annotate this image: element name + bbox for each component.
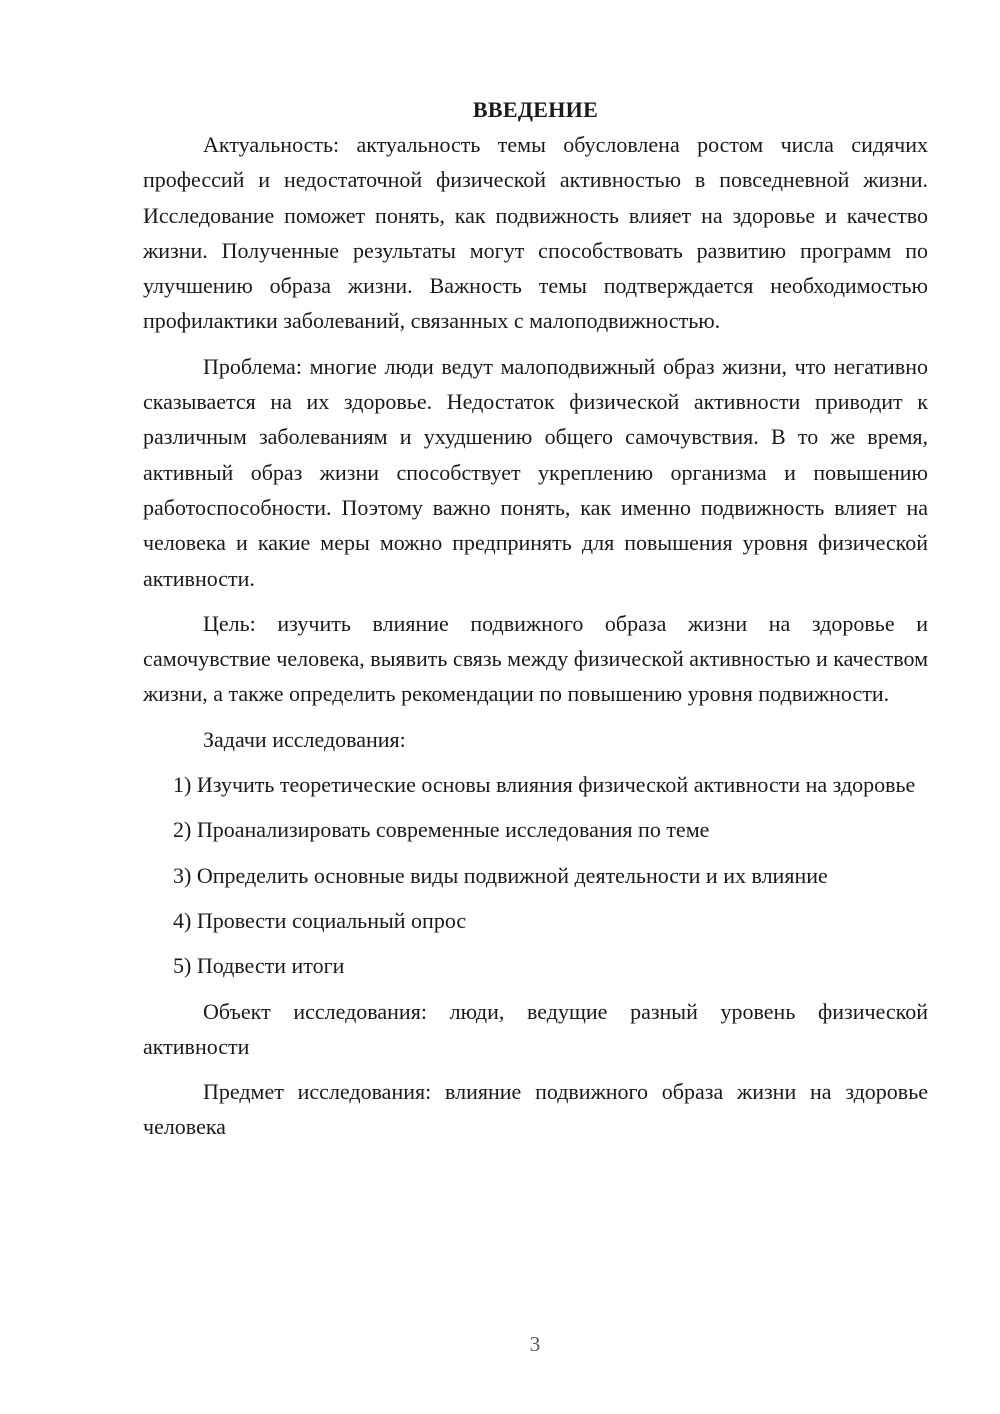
list-item: 3) Определить основные виды подвижной деятельности и их влияние	[173, 862, 828, 888]
paragraph-subject: Предмет исследования: влияние подвижного образа жизни на здоровье человека	[143, 1079, 928, 1140]
list-item: 1) Изучить теоретические основы влияния физической активности на здоровье	[173, 772, 916, 798]
paragraph-goal: Цель: изучить влияние подвижного образа жизни на здоровье и самочувствие человека, выявить связь между физической активностью и качеством жизни, а также определить рекомендации по повышению уровня подвижности.	[143, 610, 928, 707]
page-number: 3	[529, 1332, 541, 1356]
paragraph-problem: Проблема: многие люди ведут малоподвижный образ жизни, что негативно сказывается на их здоровье. Недостаток физической активности приводит к различным заболеваниям и ухудшению общего самочувствия. В то же время, активный образ жизни способствует укреплению организма и повышению работоспособности. Поэтому важно понять, как именно подвижность влияет на человека и какие меры можно предпринять для повышения уровня физической активности.	[143, 353, 928, 591]
paragraph-relevance: Актуальность: актуальность темы обусловлена ростом числа сидячих профессий и недостаточной физической активностью в повседневной жизни. Исследование поможет понять, как подвижность влияет на здоровье и качество жизни. Полученные результаты могут способствовать развитию программ по улучшению образа жизни. Важность темы подтверждается необходимостью профилактики заболеваний, связанных с малоподвижностью.	[143, 132, 928, 334]
list-item: 2) Проанализировать современные исследования по теме	[173, 817, 710, 843]
list-item: 5) Подвести итоги	[173, 953, 345, 979]
document-page	[143, 92, 928, 1145]
tasks-heading: Задачи исследования:	[203, 726, 406, 752]
page-title: ВВЕДЕНИЕ	[472, 97, 599, 122]
list-item: 4) Провести социальный опрос	[173, 907, 467, 933]
paragraph-object: Объект исследования: люди, ведущие разный уровень физической активности	[143, 998, 928, 1059]
